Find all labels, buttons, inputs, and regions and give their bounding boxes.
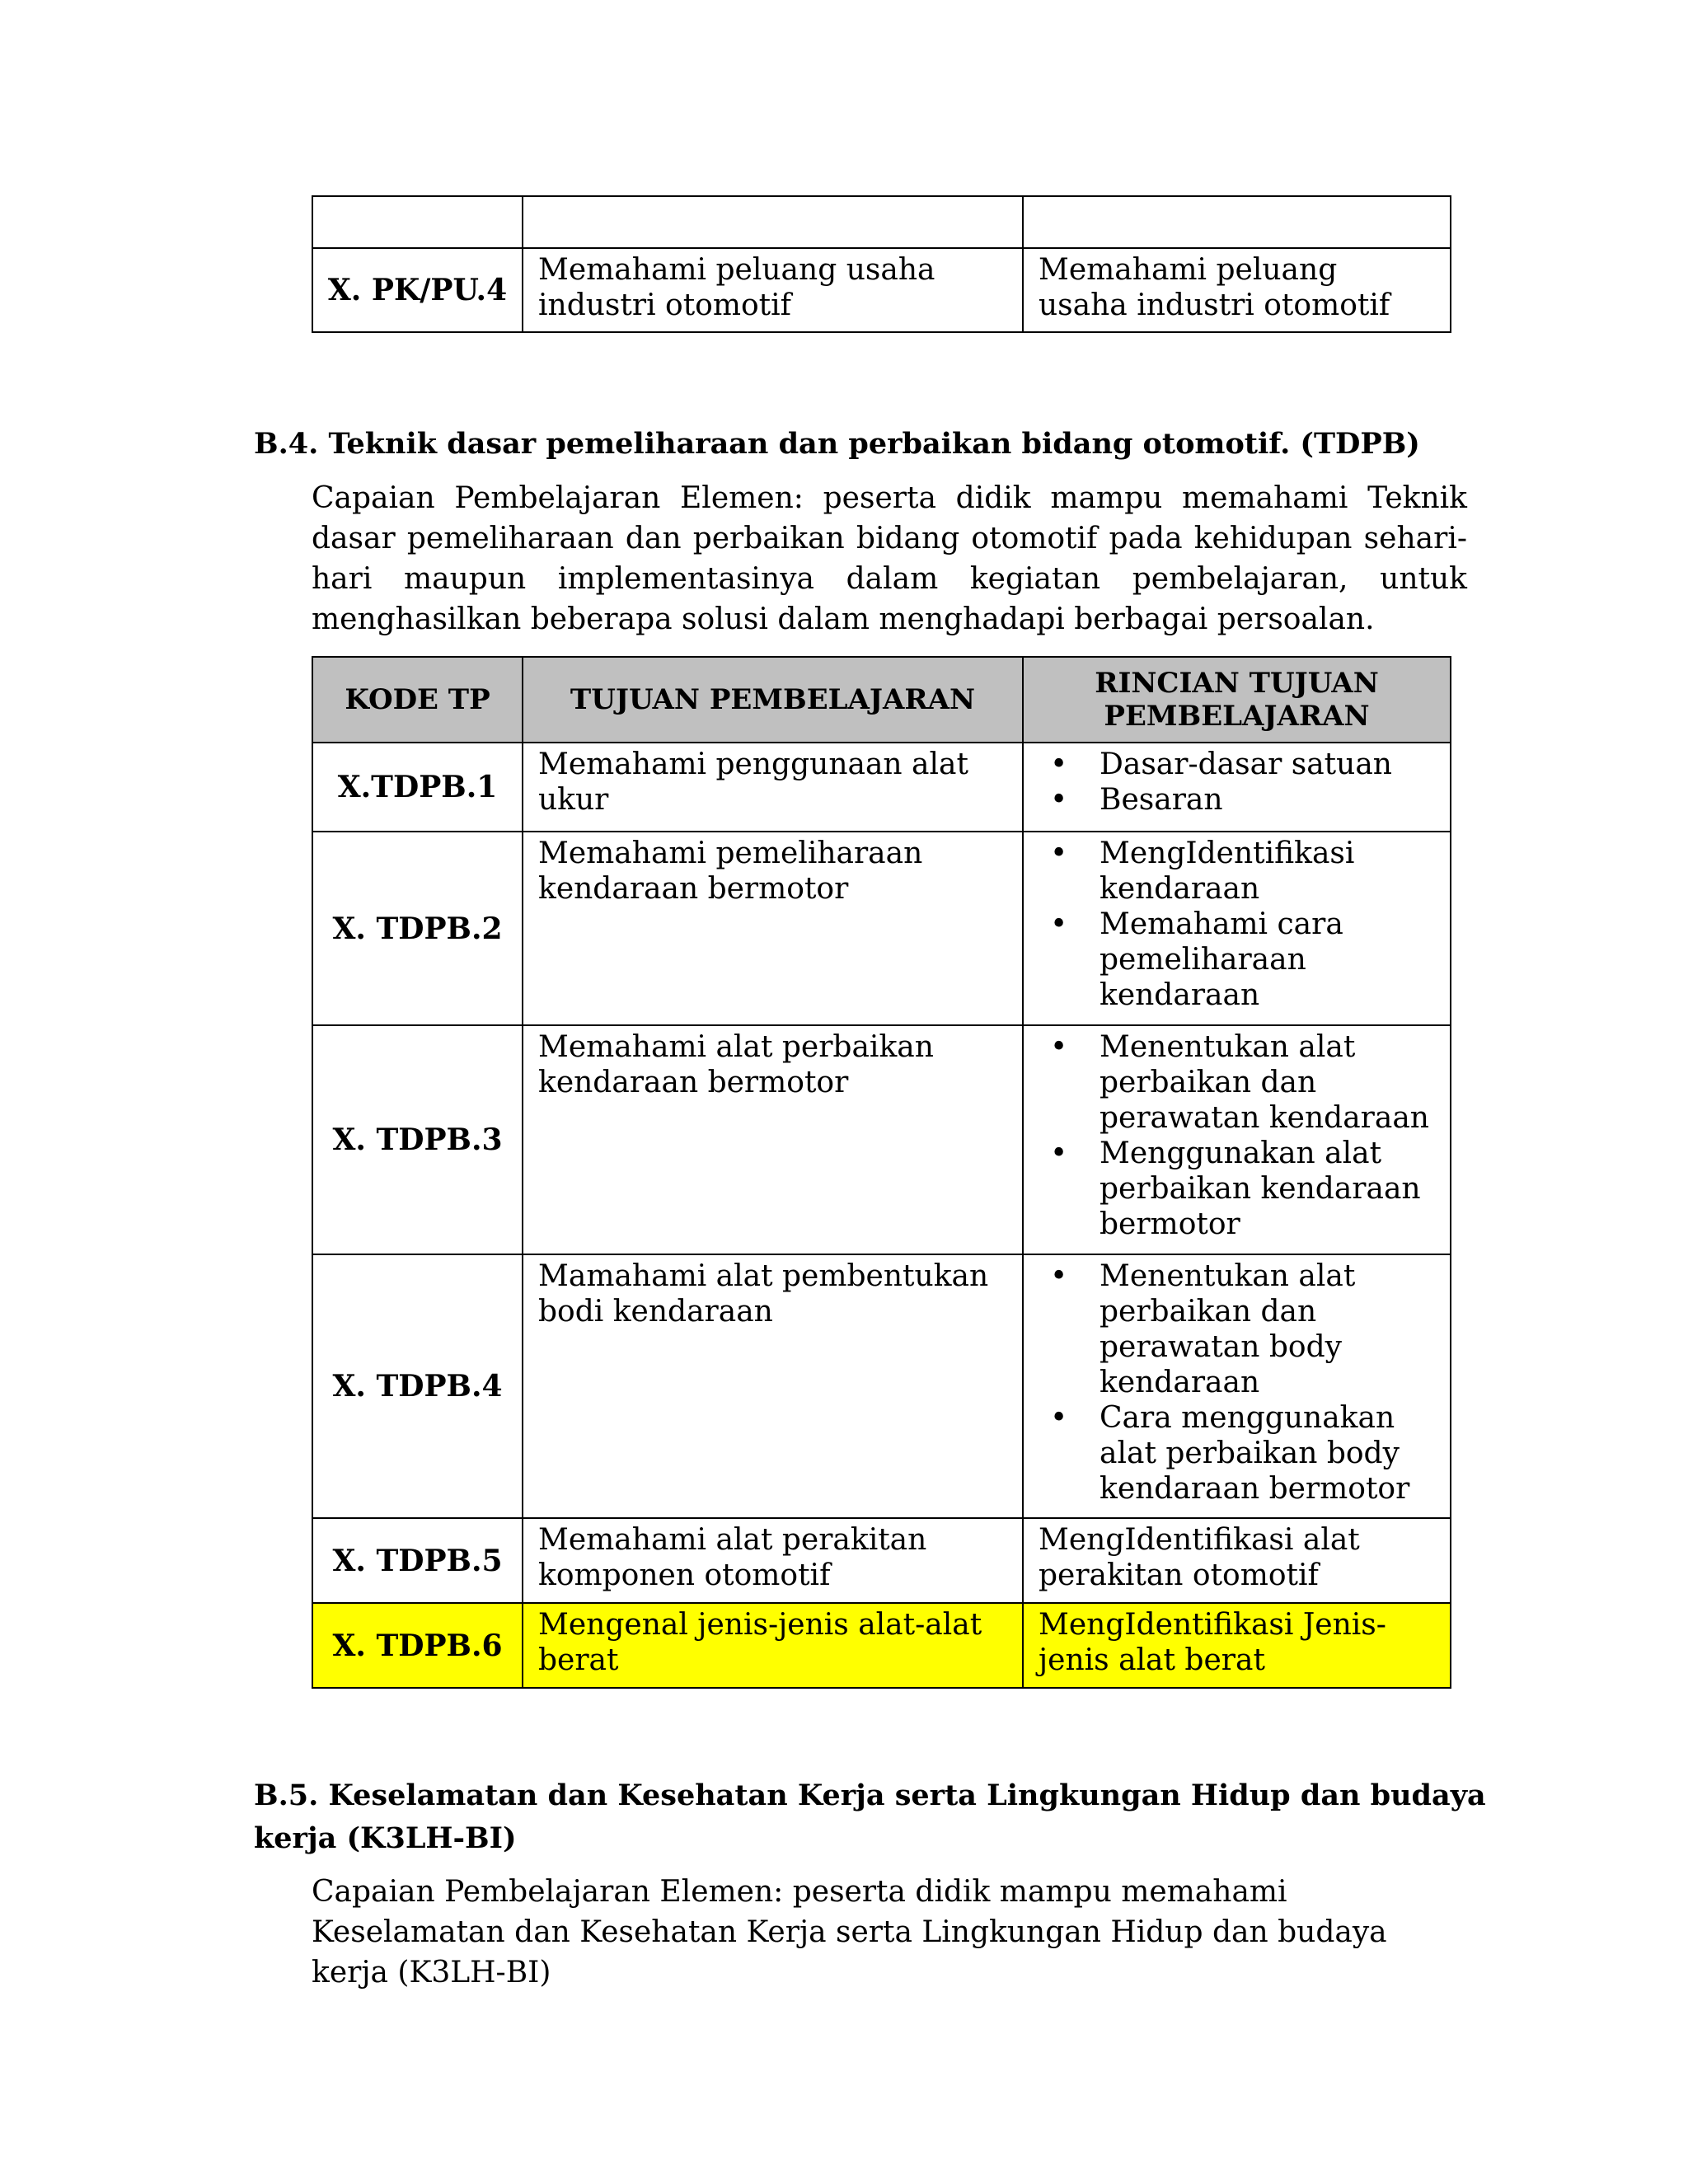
cell-details [1023,1254,1451,1518]
table-continuation [312,195,1451,333]
section-heading-b5-line2: kerja (K3LH-BI) [254,1821,517,1855]
cell-code: X. TDPB.3 [312,1025,523,1254]
section-heading-b5-line1: B.5. Keselamatan dan Kesehatan Kerja serta Lingkungan Hidup dan budaya [254,1779,1486,1812]
cell-detail: Memahami peluang usaha industri otomotif [1023,248,1451,332]
list-item: • Memahami cara pemeliharaan kendaraan [1024,907,1435,1013]
cell-code: X. TDPB.5 [312,1518,523,1603]
table-header-row [312,657,1451,743]
table-row-highlighted [312,1603,1451,1688]
list-item: • Cara menggunakan alat perbaikan body kendaraan bermotor [1024,1400,1435,1507]
table-row [312,1254,1451,1518]
cell-goal: Memahami alat perbaikan kendaraan bermotor [523,1025,1023,1254]
cell-details [1023,743,1451,832]
table-row [312,1518,1451,1603]
cell-goal: Memahami pemeliharaan kendaraan bermotor [523,832,1023,1025]
table-row [312,248,1451,332]
cell-goal: Memahami alat perakitan komponen otomotif [523,1518,1023,1603]
cell-code: X. TDPB.4 [312,1254,523,1518]
cell-goal: Mengenal jenis-jenis alat-alat berat [523,1603,1023,1688]
cell-goal [523,196,1023,248]
cell-code [312,196,523,248]
list-item: • Dasar-dasar satuan [1024,747,1435,782]
cell-detail [1023,196,1451,248]
header-rincian: RINCIAN TUJUAN PEMBELAJARAN [1023,657,1451,743]
list-item: • Menentukan alat perbaikan dan perawatan body kendaraan [1024,1258,1435,1400]
table-row [312,832,1451,1025]
section-heading-b5 [254,1774,1486,1860]
cell-details [1023,1025,1451,1254]
section-paragraph-b4: Capaian Pembelajaran Elemen: peserta didik mampu memahami Teknik dasar pemeliharaan dan perbaikan bidang otomotif pada kehidupan sehari-hari maupun implementasinya dalam kegiatan pembelajaran, untuk menghasilkan beberapa solusi dalam menghadapi berbagai persoalan. [312,481,1467,636]
header-kode-tp: KODE TP [312,657,523,743]
cell-code: X. TDPB.2 [312,832,523,1025]
list-item: • MengIdentifikasi kendaraan [1024,836,1435,907]
list-item: • Menggunakan alat perbaikan kendaraan bermotor [1024,1136,1435,1242]
cell-goal: Memahami peluang usaha industri otomotif [523,248,1023,332]
cell-goal: Mamahami alat pembentukan bodi kendaraan [523,1254,1023,1518]
cell-detail: MengIdentifikasi Jenis-jenis alat berat [1023,1603,1451,1688]
table-row [312,196,1451,248]
section-paragraph-b5: Capaian Pembelajaran Elemen: peserta didik mampu memahami Keselamatan dan Kesehatan Kerja serta Lingkungan Hidup dan budaya kerja (K3LH-BI) [312,1875,1387,1990]
table-row [312,1025,1451,1254]
table-row [312,743,1451,832]
list-item: • Besaran [1024,782,1435,818]
header-tujuan: TUJUAN PEMBELAJARAN [523,657,1023,743]
list-item: • Menentukan alat perbaikan dan perawatan kendaraan [1024,1029,1435,1136]
cell-code: X. TDPB.6 [312,1603,523,1688]
table-tdpb [312,656,1451,1689]
section-heading-b4: B.4. Teknik dasar pemeliharaan dan perbaikan bidang otomotif. (TDPB) [254,427,1420,461]
cell-code: X.TDPB.1 [312,743,523,832]
cell-detail: MengIdentifikasi alat perakitan otomotif [1023,1518,1451,1603]
cell-code: X. PK/PU.4 [312,248,523,332]
cell-goal: Memahami penggunaan alat ukur [523,743,1023,832]
cell-details [1023,832,1451,1025]
